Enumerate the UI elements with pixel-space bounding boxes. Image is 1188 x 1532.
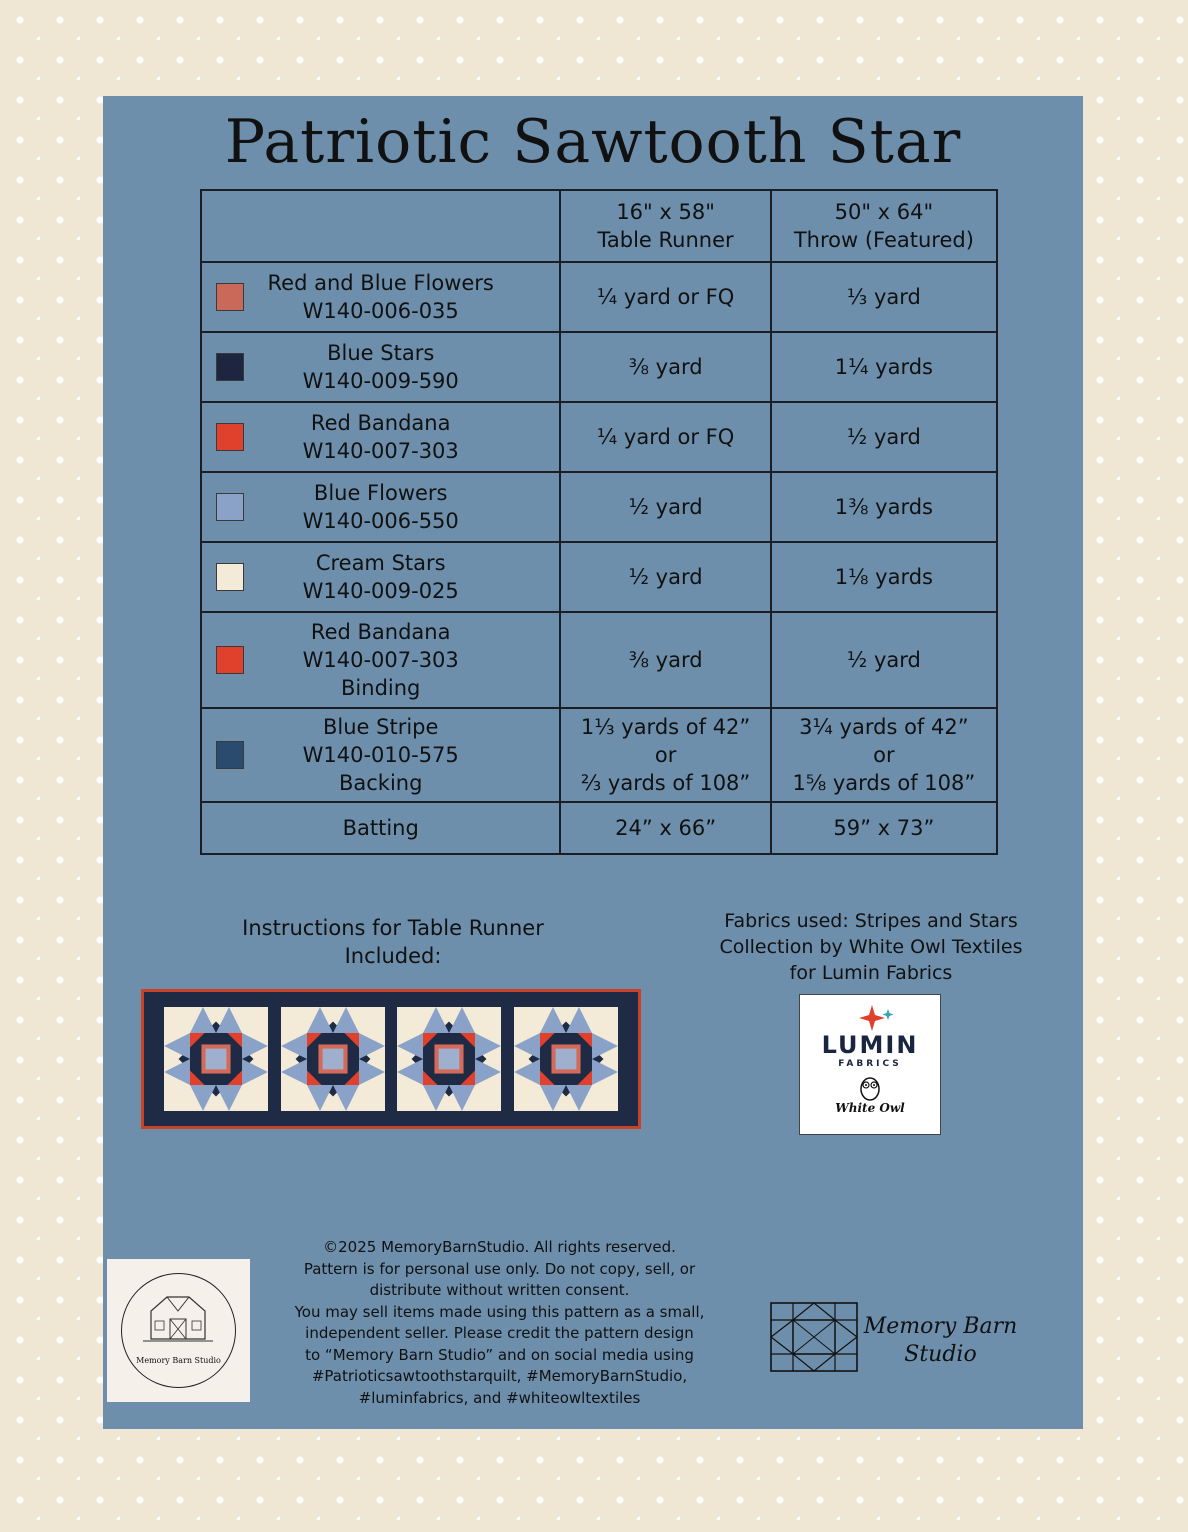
fabric-swatch (216, 283, 244, 311)
fabric-swatch (216, 493, 244, 521)
fabric-swatch (216, 646, 244, 674)
throw-amount: 3¼ yards of 42” or 1⅝ yards of 108” (771, 708, 997, 802)
fabrics-used-note: Fabrics used: Stripes and Stars Collection by White Owl Textiles for Lumin Fabrics (719, 910, 1023, 984)
table-row (201, 262, 997, 332)
page-title: Patriotic Sawtooth Star (224, 107, 962, 177)
fabric-name-cell: Blue Stars W140-009-590 (201, 332, 560, 402)
table-runner-amount: ⅜ yard (560, 332, 770, 402)
table-row (201, 708, 997, 802)
table-runner-image (141, 989, 641, 1129)
table-runner-amount: ¼ yard or FQ (560, 402, 770, 472)
fabric-name-cell: Blue Stripe W140-010-575 Backing (201, 708, 560, 802)
sparkle-icon (858, 1003, 898, 1033)
sawtooth-star-block (397, 1007, 501, 1111)
header-blank (201, 190, 560, 262)
throw-amount: ⅓ yard (771, 262, 997, 332)
fabric-name-cell: Red Bandana W140-007-303 Binding (201, 612, 560, 708)
fabric-swatch (216, 423, 244, 451)
memory-barn-studio-badge (107, 1259, 250, 1402)
table-row (201, 402, 997, 472)
table-row (201, 542, 997, 612)
header-table-runner: 16" x 58" Table Runner (560, 190, 770, 262)
throw-amount: 59” x 73” (771, 802, 997, 854)
table-body (201, 262, 997, 854)
table-runner-amount: ½ yard (560, 542, 770, 612)
table-row (201, 802, 997, 854)
fabric-swatch (216, 563, 244, 591)
sawtooth-star-block (281, 1007, 385, 1111)
pattern-panel (103, 96, 1083, 1429)
fabric-name-cell: Red Bandana W140-007-303 (201, 402, 560, 472)
throw-amount: ½ yard (771, 402, 997, 472)
throw-amount: ½ yard (771, 612, 997, 708)
memory-barn-studio-wordmark: Memory Barn Studio (863, 1314, 1018, 1367)
table-header-row (201, 190, 997, 262)
fabric-requirements-table (200, 189, 998, 855)
table-row (201, 332, 997, 402)
table-runner-amount: ½ yard (560, 472, 770, 542)
fabric-name-cell: Batting (201, 802, 560, 854)
table-runner-amount: ¼ yard or FQ (560, 262, 770, 332)
table-runner-amount: ⅜ yard (560, 612, 770, 708)
quilt-block-logo-icon (769, 1301, 861, 1373)
barn-logo-caption: Memory Barn Studio (136, 1356, 221, 1365)
barn-icon (107, 1259, 250, 1402)
instructions-note: Instructions for Table Runner Included: (242, 916, 544, 968)
sawtooth-star-block (514, 1007, 618, 1111)
throw-amount: 1⅛ yards (771, 542, 997, 612)
fabric-swatch (216, 741, 244, 769)
fabric-name-cell: Blue Flowers W140-006-550 (201, 472, 560, 542)
owl-icon (858, 1075, 882, 1101)
table-row (201, 472, 997, 542)
throw-amount: 1⅜ yards (771, 472, 997, 542)
header-throw: 50" x 64" Throw (Featured) (771, 190, 997, 262)
table-row (201, 612, 997, 708)
table-runner-amount: 24” x 66” (560, 802, 770, 854)
fabric-name-cell: Cream Stars W140-009-025 (201, 542, 560, 612)
sawtooth-star-block (164, 1007, 268, 1111)
copyright-notice: ©2025 MemoryBarnStudio. All rights reserved. Pattern is for personal use only. Do not copy, sell, or distribute without written consent. You may sell items made using this pattern as a small, independent seller. Please credit the pattern design to “Memory Barn Studio” and on social media using #Patrioticsawtoothstarquilt, #MemoryBarnStudio, #luminfabrics, and #whiteowltextiles (294, 1238, 705, 1407)
table-runner-amount: 1⅓ yards of 42” or ⅔ yards of 108” (560, 708, 770, 802)
lumin-fabrics-logo: LUMIN FABRICS White Owl (799, 994, 941, 1135)
fabric-swatch (216, 353, 244, 381)
fabric-name-cell: Red and Blue Flowers W140-006-035 (201, 262, 560, 332)
throw-amount: 1¼ yards (771, 332, 997, 402)
